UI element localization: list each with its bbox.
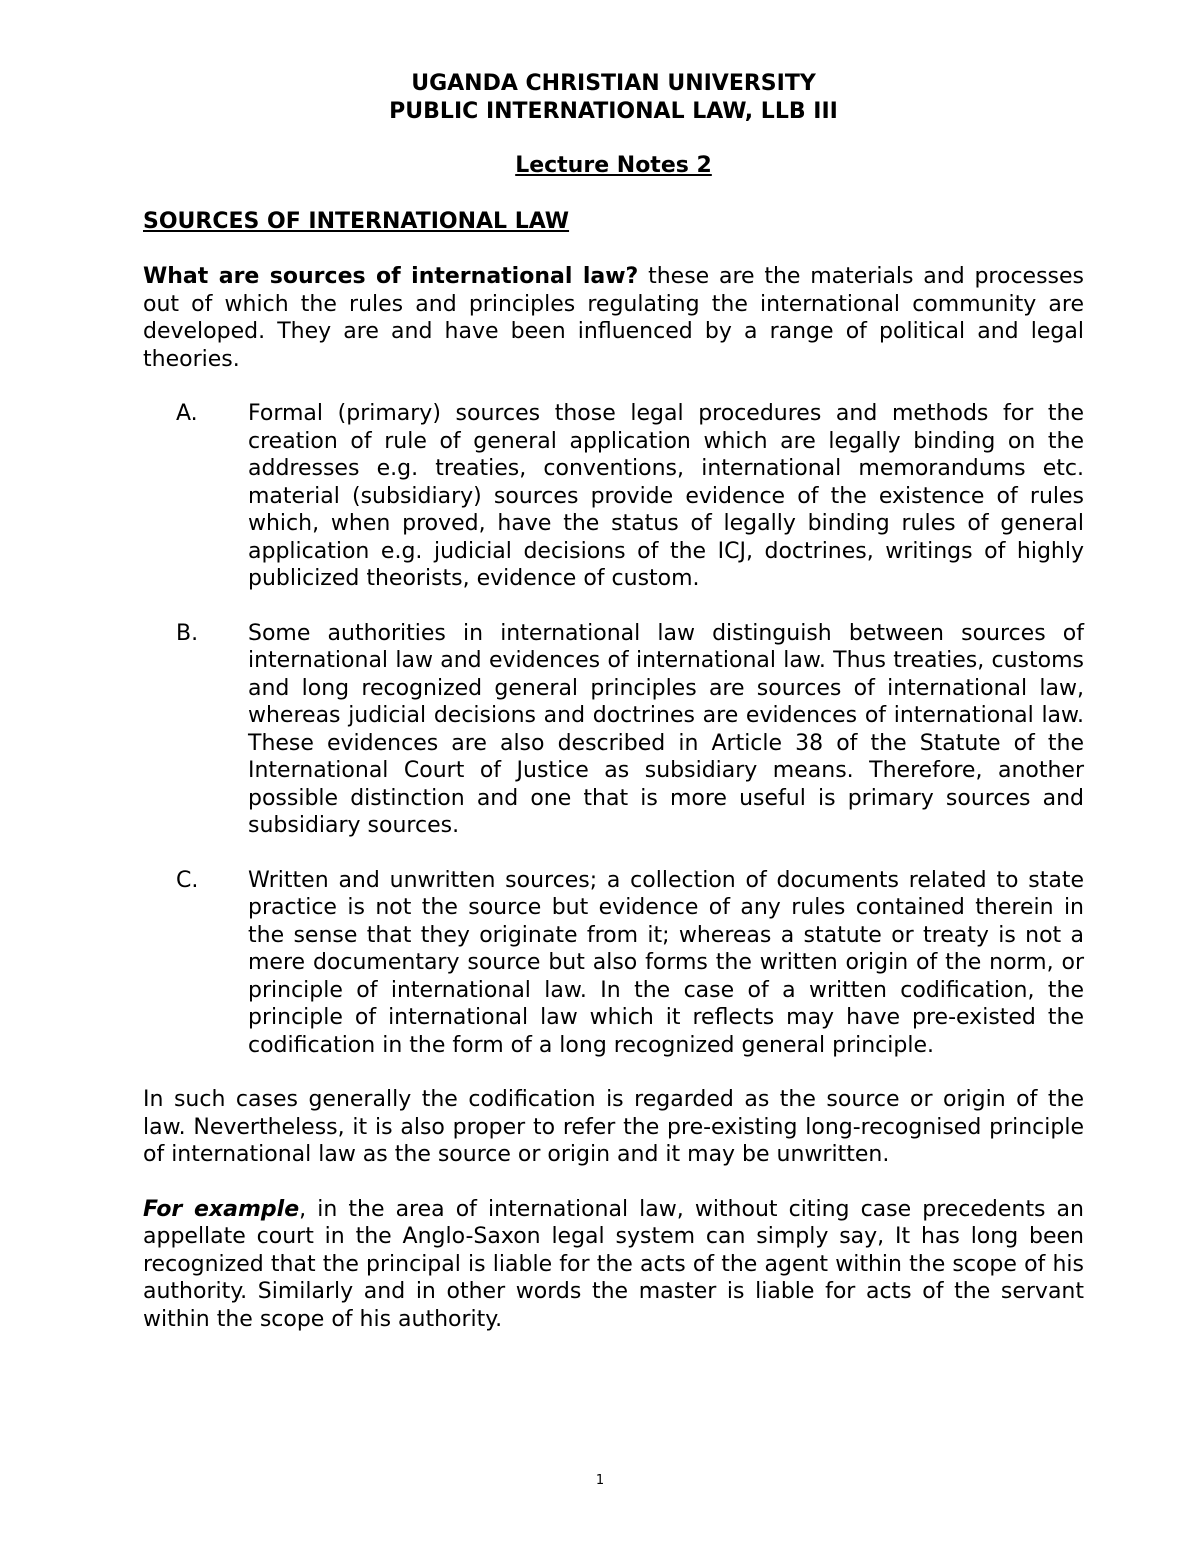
list-item	[143, 867, 1084, 1060]
list-item-text: Written and unwritten sources; a collection of documents related to state practice is not the source but evidence of any rules contained therein in the sense that they originate from it; whereas a statute or treaty is not a mere documentary source but also forms the written origin of the norm, or principle of international law. In the case of a written codification, the principle of international law which it reflects may have pre-existed the codification in the form of a long recognized general principle.	[248, 867, 1084, 1058]
document-page	[143, 70, 1084, 1333]
university-title: UGANDA CHRISTIAN UNIVERSITY	[411, 71, 816, 96]
list-item-text: Some authorities in international law distinguish between sources of international law and evidences of international law. Thus treaties, customs and long recognized general principles are sources of international law, whereas judicial decisions and doctrines are evidences of international law. These evidences are also described in Article 38 of the Statute of the International Court of Justice as subsidiary means. Therefore, another possible distinction and one that is more useful is primary sources and subsidiary sources.	[248, 620, 1084, 838]
intro-question: What are sources of international law?	[143, 264, 639, 289]
section-title: SOURCES OF INTERNATIONAL LAW	[143, 208, 570, 234]
example-text: , in the area of international law, without citing case precedents an appellate court in the Anglo-Saxon legal system can simply say, It has long been recognized that the principal is liable for the acts of the agent within the scope of his authority. Similarly and in other words the master is liable for acts of the servant within the scope of his authority.	[143, 1196, 1084, 1332]
list-item-label: B.	[176, 620, 199, 646]
list-item-text: Formal (primary) sources those legal procedures and methods for the creation of rule of general application which are legally binding on the addresses e.g. treaties, conventions, international memorandums etc. material (subsidiary) sources provide evidence of the existence of rules which, when proved, have the status of legally binding rules of general application e.g. judicial decisions of the ICJ, doctrines, writings of highly publicized theorists, evidence of custom.	[248, 401, 1084, 591]
intro-paragraph	[143, 263, 1084, 373]
list-item-label: C.	[176, 867, 199, 893]
example-lead: For example	[143, 1196, 300, 1222]
course-title: PUBLIC INTERNATIONAL LAW, LLB III	[389, 98, 838, 124]
example-paragraph	[143, 1196, 1084, 1334]
list-item-label: A.	[176, 401, 198, 426]
page-number: 1	[595, 1473, 605, 1488]
list-item	[143, 620, 1084, 840]
codification-paragraph: In such cases generally the codification is regarded as the source or origin of the law. Nevertheless, it is also proper to refer the pre-existing long-recognised principle of international law as the source or origin and it may be unwritten.	[143, 1087, 1084, 1167]
sources-list	[143, 400, 1084, 1059]
intro-text: these are the materials and processes out of which the rules and principles regulating the international community are developed. They are and have been influenced by a range of political and legal theories.	[143, 264, 1084, 372]
list-item	[143, 400, 1084, 593]
lecture-title: Lecture Notes 2	[515, 153, 712, 178]
